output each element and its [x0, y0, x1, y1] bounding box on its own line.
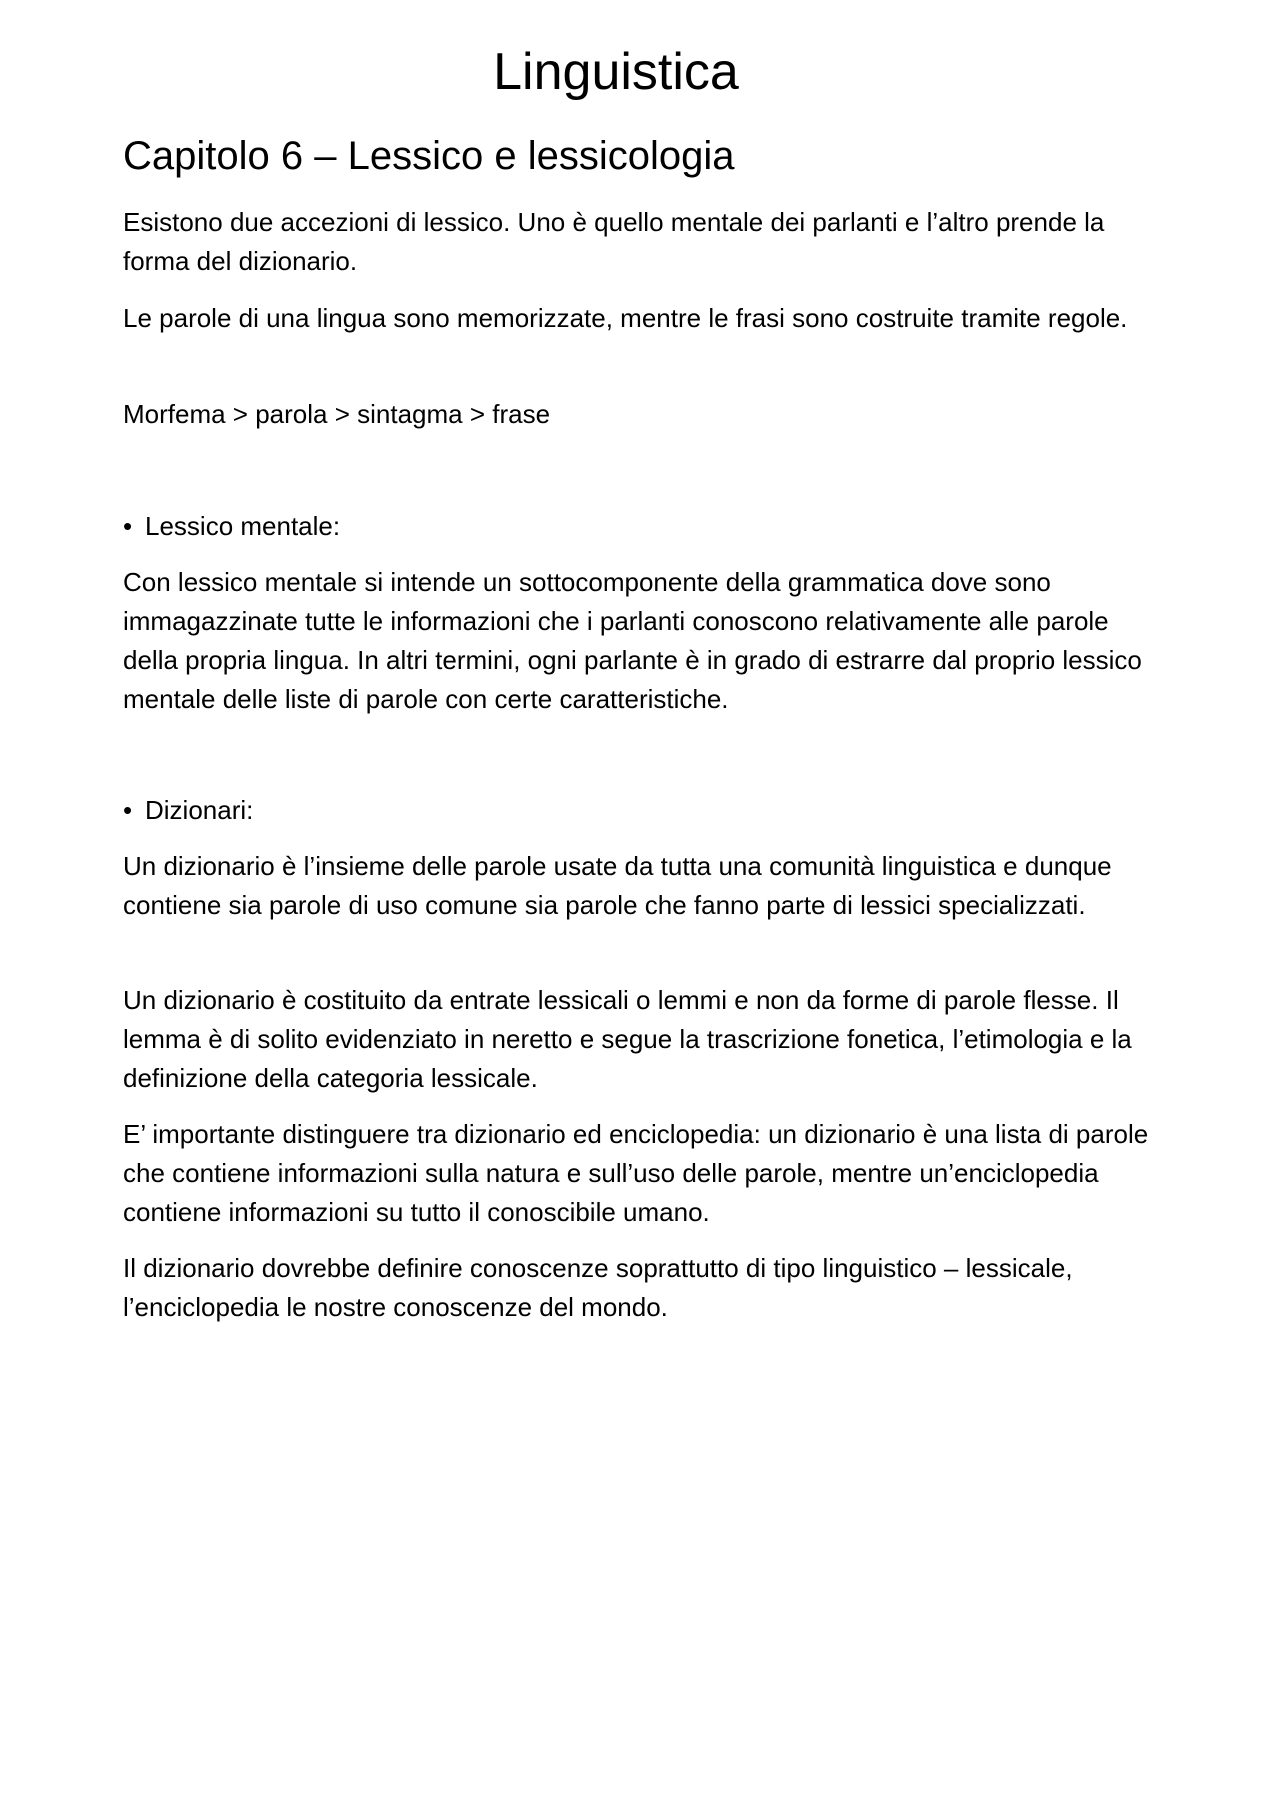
section-heading-lessico-mentale: [123, 507, 340, 546]
lessico-paragraph-1: Con lessico mentale si intende un sottocomponente della grammatica dove sono immagazzinate tutte le informazioni che i parlanti conoscono relativamente alle parole della propria lingua. In altri termini, ogni parlante è in grado di estrarre dal proprio lessico mentale delle liste di parole con certe caratteristiche.: [123, 567, 1142, 714]
intro-paragraph-3: Morfema > parola > sintagma > frase: [123, 399, 551, 429]
dizionari-paragraph-3: E’ importante distinguere tra dizionario ed enciclopedia: un dizionario è una lista di parole che contiene informazioni sulla natura e sull’uso delle parole, mentre un’enciclopedia contiene informazioni su tutto il conoscibile umano.: [123, 1119, 1149, 1227]
section-heading-text: Lessico mentale:: [145, 511, 341, 541]
bullet-icon: •: [123, 795, 133, 825]
document-title: Linguistica: [493, 43, 739, 101]
intro-paragraph-2: Le parole di una lingua sono memorizzate, mentre le frasi sono costruite tramite regole.: [123, 303, 1128, 333]
bullet-icon: •: [123, 511, 133, 541]
chapter-heading: Capitolo 6 – Lessico e lessicologia: [123, 134, 735, 178]
section-heading-text: Dizionari:: [145, 795, 254, 825]
intro-paragraph-1: Esistono due accezioni di lessico. Uno è quello mentale dei parlanti e l’altro prende la forma del dizionario.: [123, 207, 1105, 276]
section-heading-dizionari: [123, 791, 253, 830]
dizionari-paragraph-2: Un dizionario è costituito da entrate lessicali o lemmi e non da forme di parole flesse. Il lemma è di solito evidenziato in neretto e segue la trascrizione fonetica, l’etimologia e la definizione della categoria lessicale.: [123, 985, 1132, 1093]
dizionari-paragraph-1: Un dizionario è l’insieme delle parole usate da tutta una comunità linguistica e dunque contiene sia parole di uso comune sia parole che fanno parte di lessici specializzati.: [123, 851, 1112, 920]
dizionari-paragraph-4: Il dizionario dovrebbe definire conoscenze soprattutto di tipo linguistico – lessicale, l’enciclopedia le nostre conoscenze del mondo.: [123, 1253, 1073, 1322]
